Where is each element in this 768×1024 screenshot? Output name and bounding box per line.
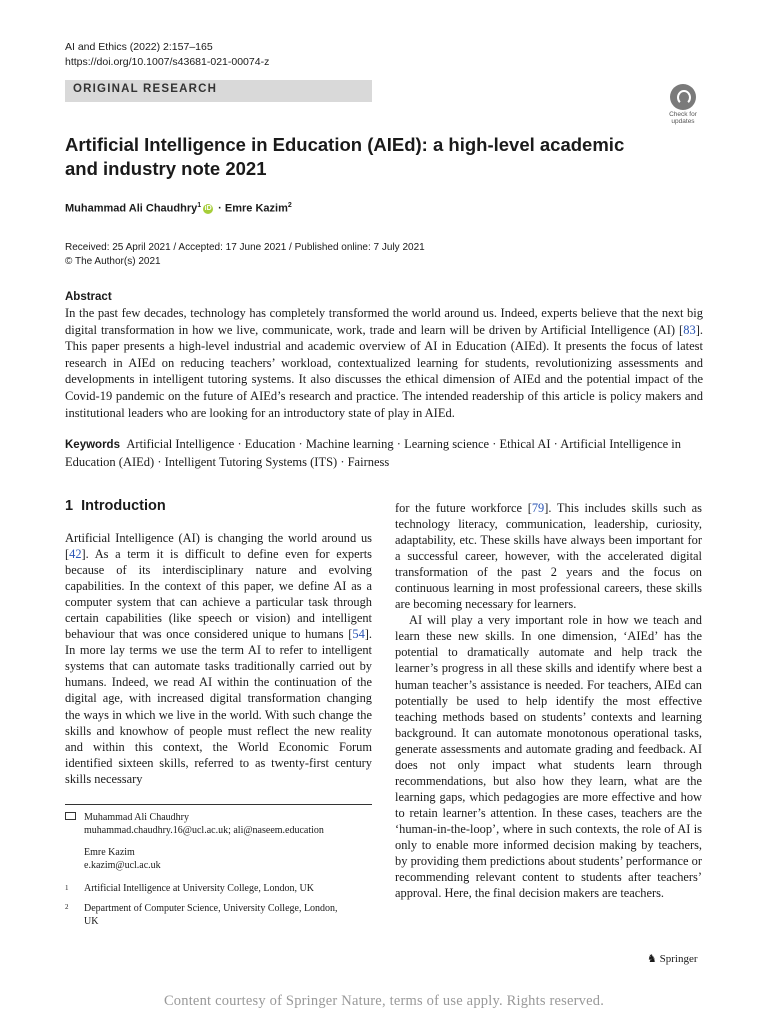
orcid-icon[interactable]: iD <box>204 204 212 212</box>
publisher-name: Springer <box>659 953 698 965</box>
text-run: ]. This includes skills such as technology literacy, communication, leadership, curiosity, adaptability, etc. These skills have always been important for a successful career, however, with the accelerated digital transformation of the past 2 years and the focus on continuous learning in most professional careers, these skills are becoming necessary for learners. <box>395 501 702 612</box>
paragraph <box>65 530 372 787</box>
keywords <box>65 436 703 471</box>
right-column <box>395 500 702 901</box>
abstract-text-1: In the past few decades, technology has completely transformed the world around us. Indeed, experts believe that the next big digital transformation in how we live, communicate, work, trade and learn will be driven by Artificial Intelligence (AI) [ <box>65 306 703 337</box>
corresponding-author-2 <box>84 846 161 872</box>
text-run: ]. In more lay terms we use the term AI to refer to intelligent systems that can automate tasks traditionally carried out by humans. Indeed, we read AI within the continuation of the digital age, with increased digital transformation changing the ways in which we live in the world. With such change the skills and knowhow of people must reflect the new reality and within this context, the World Economic Forum identified sixteen skills, referred to as twenty-first century skills necessary <box>65 627 372 786</box>
author-2-name[interactable]: Emre Kazim <box>224 202 288 215</box>
courtesy-notice: Content courtesy of Springer Nature, terms of use apply. Rights reserved. <box>163 993 605 1009</box>
left-column <box>65 530 372 787</box>
affiliation-2: Department of Computer Science, University College, London, UK <box>84 903 338 928</box>
abstract-heading: Abstract <box>65 291 112 303</box>
citation-link[interactable]: 54 <box>352 627 365 642</box>
abstract-text-2: ]. This paper presents a high-level industrial and academic overview of AI in Education (AIEd). It presents the focus of latest research in AIEd on reducing teachers’ workload, contextualized learning for students, revolutionizing assessments and developments in intelligent tutoring systems. It also discusses the ethical dimension of AIEd and the potential impact of the Covid-19 pandemic on the future of AIEd’s research and practice. The intended readership of this article is policy makers and institutional leaders who are looking for an introductory state of play in AIEd. <box>65 322 703 420</box>
check-updates-line1: Check for <box>669 111 697 118</box>
check-for-updates-badge[interactable] <box>664 84 702 124</box>
keywords-label: Keywords <box>65 439 120 451</box>
text-run: Artificial Intelligence (AI) is changing the world around us [ <box>65 531 372 562</box>
article-type-banner <box>65 80 372 102</box>
section-number: 1 <box>65 498 74 514</box>
springer-horse-icon: ♞ <box>647 953 657 965</box>
paragraph <box>395 500 702 612</box>
corresponding-author-1 <box>84 811 324 837</box>
affiliation-1: Artificial Intelligence at University College, London, UK <box>84 883 314 894</box>
contact-email[interactable]: e.kazim@ucl.ac.uk <box>84 860 161 872</box>
author-1-name[interactable]: Muhammad Ali Chaudhry <box>65 202 198 215</box>
affiliation-1-number: 1 <box>65 884 69 892</box>
author-1-affil: 1 <box>197 202 202 209</box>
section-heading <box>65 498 166 514</box>
section-title: Introduction <box>81 498 166 514</box>
citation-link[interactable]: 42 <box>69 547 82 562</box>
contact-email[interactable]: muhammad.chaudhry.16@ucl.ac.uk; ali@naseem.education <box>84 825 324 837</box>
citation-link[interactable]: 79 <box>531 501 545 515</box>
author-2-affil: 2 <box>287 202 292 209</box>
publisher-logo <box>647 952 698 965</box>
doi-link[interactable]: https://doi.org/10.1007/s43681-021-00074-z <box>65 56 270 68</box>
journal-header <box>65 40 269 70</box>
paper-title: Artificial Intelligence in Education (AIEd): a high-level academic and industry note 2021 <box>65 134 625 179</box>
article-type-label: ORIGINAL RESEARCH <box>73 83 218 95</box>
contact-name: Emre Kazim <box>84 847 135 858</box>
paragraph: AI will play a very important role in how we teach and learn these new skills. In one dimension, ‘AIEd’ has the potential to dramatically automate and help track the learner’s progress in all these skills and identify where best a human teacher’s assistance is needed. For teachers, AIEd can potentially be used to help identify the most effective teaching methods based on students’ contexts and learning background. It can automate monotonous operational tasks, generate assessments and automate grading and feedback. AI does not only impact what students learn through recommendations, but also how they learn, what are the learning gaps, which pedagogies are more effective and how to retain learner’s attention. In these cases, teachers are the ‘human-in-the-loop’, where in such contexts, the role of AI is only to enable more informed decision making by teachers, by providing them predictions about students’ performance or recommending relevant content to students after teachers’ approval. Here, the final decision makers are teachers. <box>395 613 702 901</box>
author-list <box>65 202 292 215</box>
keywords-list: Artificial Intelligence · Education · Machine learning · Learning science · Ethical AI · Artificial Intelligence in Education (AIEd) · Intelligent Tutoring Systems (ITS) · Fairness <box>65 437 682 469</box>
author-separator: · <box>215 202 225 215</box>
check-updates-icon <box>670 84 696 110</box>
dates-line: Received: 25 April 2021 / Accepted: 17 June 2021 / Published online: 7 July 2021 <box>65 242 425 253</box>
affiliation-2-number: 2 <box>65 903 69 911</box>
abstract-body <box>65 305 703 421</box>
footnote-divider <box>65 804 372 805</box>
copyright-line: © The Author(s) 2021 <box>65 255 161 267</box>
text-run: ]. As a term it is difficult to define even for experts because of its interdisciplinary nature and evolving capabilities. In the context of this paper, we define AI as a computer system that can achieve a particular task through certain capabilities (like speech or vision) and intelligent behaviour that was once considered unique to humans [ <box>65 547 372 642</box>
envelope-icon <box>65 812 76 820</box>
citation-link[interactable]: 83 <box>683 322 696 337</box>
text-run: for the future workforce [ <box>395 501 532 515</box>
check-updates-line2: updates <box>671 118 695 125</box>
journal-citation: AI and Ethics (2022) 2:157–165 <box>65 41 213 53</box>
publication-dates <box>65 241 425 268</box>
contact-name: Muhammad Ali Chaudhry <box>84 812 189 823</box>
